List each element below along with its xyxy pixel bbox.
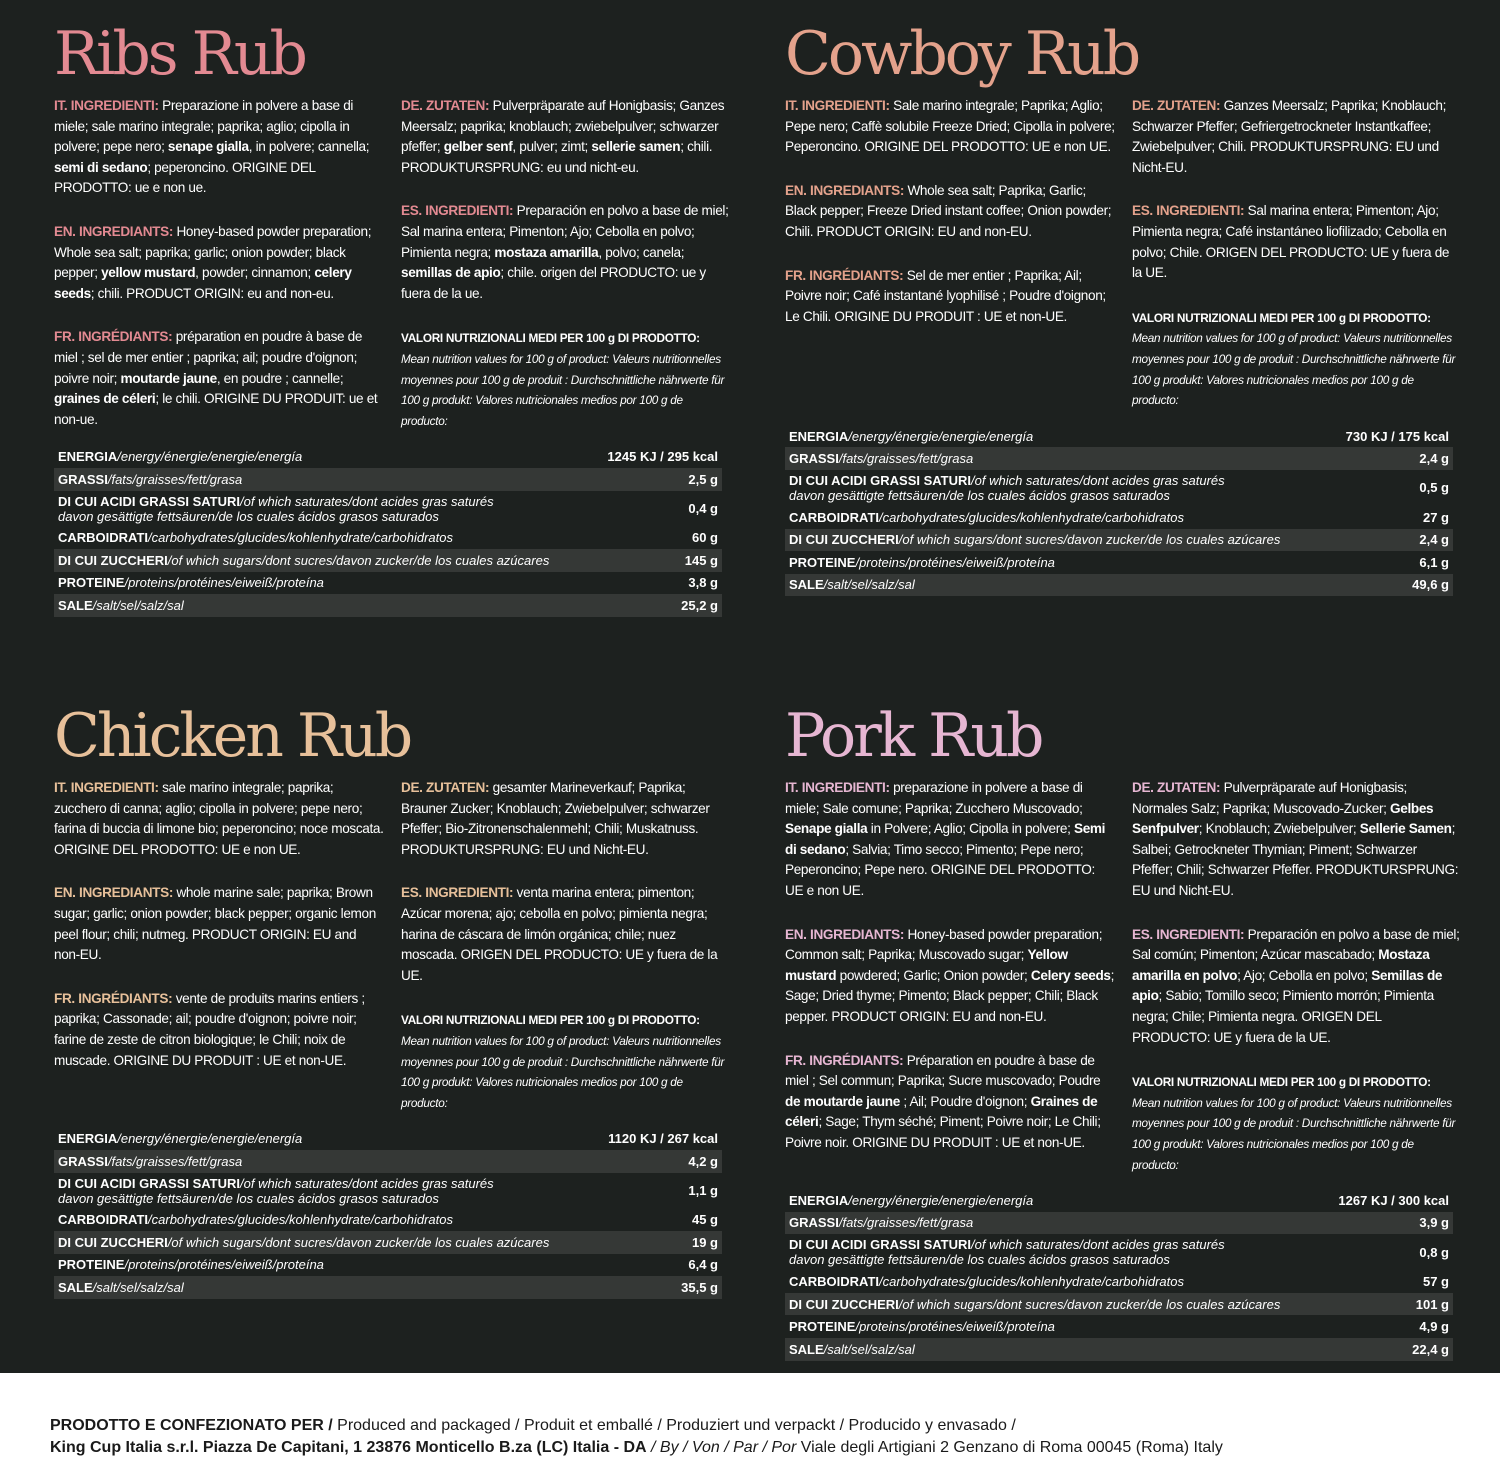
ingredients-text: sale marino integrale; paprika; zucchero di canna; aglio; cipolla in polvere; pepe nero; farina di buccia di limone bio; peperoncino; noce moscata. ORIGINE DEL PRODOTTO: UE e non UE. xyxy=(54,780,384,857)
nutrient-name-it: PROTEINE xyxy=(789,554,856,570)
nutrient-name-translations: /of which sugars/dont sucres/davon zucker/de los cuales azúcares xyxy=(898,1296,1281,1312)
allergen-text: Senape gialla xyxy=(785,821,868,837)
nutrition-row xyxy=(785,551,1453,574)
ingredients-columns xyxy=(54,778,729,1113)
allergen-text: gelber senf xyxy=(443,139,513,155)
nutrition-row xyxy=(54,1150,722,1173)
nutrient-name-it: CARBOIDRATI xyxy=(789,509,880,525)
rub-title: Cowboy Rub xyxy=(785,19,1139,89)
nutrient-name-it: GRASSI xyxy=(789,451,839,467)
nutrient-name-translations: /proteins/protéines/eiweiß/proteína xyxy=(855,1319,1055,1335)
nutrient-name xyxy=(54,1127,594,1150)
nutrient-name-translations: /salt/sel/salz/sal xyxy=(823,577,915,593)
ingredients-en xyxy=(54,222,384,304)
chicken-rub-panel xyxy=(54,696,729,1299)
nutrition-row xyxy=(785,506,1453,529)
nutrient-name xyxy=(785,529,1331,552)
ingredients-label: DE. ZUTATEN: xyxy=(1132,780,1221,795)
spacer xyxy=(54,199,384,222)
nutrient-name xyxy=(785,574,1331,597)
nutrient-value: 6,4 g xyxy=(688,1257,718,1273)
ingredients-es xyxy=(401,201,729,304)
nutrient-name-translations: /salt/sel/salz/sal xyxy=(92,598,184,614)
spacer xyxy=(54,304,384,327)
nutrient-name-translations: /salt/sel/salz/sal xyxy=(823,1341,915,1357)
nutrition-heading xyxy=(401,1010,729,1113)
nutrient-name xyxy=(785,1315,1325,1338)
allergen-text: graines de céleri xyxy=(54,391,156,407)
ingredients-columns xyxy=(785,778,1460,1175)
ingredients-text: Sel de mer entier ; Paprika; Ail; Poivre noir; Café instantané lyophilisé ; Poudre d'oignon; Le Chili. ORIGINE DU PRODUIT : UE et non-UE. xyxy=(785,267,1106,324)
spacer xyxy=(401,178,729,201)
ingredients-label: ES. INGREDIENTI: xyxy=(401,885,514,901)
allergen-text: Celery seeds xyxy=(1030,967,1111,983)
right-column xyxy=(401,96,729,431)
nutrient-name xyxy=(54,572,594,595)
nutrient-name-it: SALE xyxy=(58,1280,93,1296)
ingredients-text: ; chili. PRODUCT ORIGIN: eu and non-eu. xyxy=(90,285,334,301)
ingredients-text: ; Sabio; Tomillo seco; Pimiento morrón; Pimienta negra; Chile; Pimienta negra. ORIGEN DEL PRODUCTO: UE y fuera de la UE. xyxy=(1132,988,1434,1045)
nutrient-value: 57 g xyxy=(1422,1274,1449,1290)
spacer xyxy=(1132,284,1460,307)
nutrient-name-translations: /of which sugars/dont sucres/davon zucker/de los cuales azúcares xyxy=(167,1234,550,1250)
nutrient-value: 2,4 g xyxy=(1331,447,1453,470)
nutrition-row xyxy=(54,491,722,527)
nutrient-name xyxy=(54,1254,594,1277)
nutrient-value: 0,5 g xyxy=(1419,480,1449,496)
nutrition-heading-italic: Mean nutrition values for 100 g of product: Valeurs nutritionnelles moyennes pour 100 g de produit : Durchschnittliche nährwerte für 100 g produkt: Valores nutricionales medios por 100 g de producto: xyxy=(401,351,725,428)
nutrient-name-translations: /fats/graisses/fett/grasa xyxy=(107,1153,243,1169)
nutrient-value: 4,2 g xyxy=(594,1150,722,1173)
nutrient-value: 6,1 g xyxy=(1419,554,1449,570)
nutrient-value: 0,4 g xyxy=(688,501,718,516)
nutrient-name-sub: davon gesättigte fettsäuren/de los cuales ácidos grasos saturados xyxy=(789,1252,1170,1268)
right-column xyxy=(1132,96,1460,411)
nutrient-name xyxy=(785,1270,1325,1293)
footer-line-1: PRODOTTO E CONFEZIONATO PER / Produced and packaged / Produit et emballé / Produziert und verpackt / Producido y envasado / xyxy=(50,1417,1016,1434)
ingredients-label: DE. ZUTATEN: xyxy=(401,780,490,795)
ingredients-fr xyxy=(785,266,1115,328)
ingredients-de xyxy=(401,96,729,178)
nutrient-name xyxy=(54,1150,594,1173)
nutrition-table xyxy=(785,425,1453,597)
spacer xyxy=(785,243,1115,266)
nutrient-name xyxy=(785,447,1331,470)
nutrient-name-it: DI CUI ACIDI GRASSI SATURI xyxy=(58,1175,241,1191)
nutrient-value: 60 g xyxy=(691,530,718,546)
nutrient-name-it: DI CUI ZUCCHERI xyxy=(789,1296,899,1312)
nutrient-name-it: CARBOIDRATI xyxy=(789,1274,880,1290)
footer-line-2: King Cup Italia s.r.l. Piazza De Capitani, 1 23876 Monticello B.za (LC) Italia - DA / By / Von / Par / Por Viale degli Artigiani 2 Genzano di Roma 00045 (Roma) Italy xyxy=(50,1439,1223,1456)
nutrition-row xyxy=(54,572,722,595)
ingredients-label: FR. INGRÉDIANTS: xyxy=(785,1052,904,1068)
nutrient-value: 1120 KJ / 267 kcal xyxy=(608,1131,718,1147)
nutrition-row xyxy=(785,529,1453,552)
ingredients-text: Whole sea salt; Paprika; Garlic; Black pepper; Freeze Dried instant coffee; Onion powder; Chili. PRODUCT ORIGIN: EU and non-EU. xyxy=(785,182,1112,239)
nutrient-name xyxy=(54,1231,594,1254)
nutrition-heading-italic: Mean nutrition values for 100 g of product: Valeurs nutritionnelles moyennes pour 100 g de produit : Durchschnittliche nährwerte für 100 g produkt: Valores nutricionales medios por 100 g de producto: xyxy=(1132,1095,1456,1172)
nutrient-value: 1,1 g xyxy=(688,1183,718,1198)
nutrient-value: 19 g xyxy=(594,1231,722,1254)
nutrition-row xyxy=(785,1212,1453,1235)
ingredients-it xyxy=(54,778,384,860)
nutrient-name-it: ENERGIA xyxy=(789,428,849,444)
ingredients-fr xyxy=(785,1051,1115,1154)
nutrition-row xyxy=(54,1173,722,1209)
allergen-text: Semi di sedano xyxy=(785,821,1106,857)
nutrient-name xyxy=(54,527,594,550)
nutrition-row xyxy=(54,1231,722,1254)
ingredients-text: ; Salvia; Timo secco; Pimento; Pepe nero; Peperoncino; Pepe nero. ORIGINE DEL PRODOTTO: UE e non UE. xyxy=(785,841,1095,898)
nutrition-heading-bold: VALORI NUTRIZIONALI MEDI PER 100 g DI PRODOTTO: xyxy=(401,331,700,346)
rub-title: Pork Rub xyxy=(785,701,1042,771)
ingredients-de xyxy=(1132,778,1460,902)
nutrition-heading xyxy=(1132,308,1460,411)
nutrient-name-translations: /fats/graisses/fett/grasa xyxy=(107,471,243,487)
nutrient-name-translations: /energy/énergie/energie/energía xyxy=(117,449,303,465)
nutrient-name-translations: /of which saturates/dont acides gras saturés xyxy=(971,1237,1225,1253)
ingredients-text: Preparación en polvo a base de miel; Sal común; Pimenton; Azúcar mascabado; xyxy=(1132,926,1460,963)
nutrient-value: 27 g xyxy=(1422,509,1449,525)
nutrition-row xyxy=(54,445,722,468)
nutrient-name xyxy=(54,468,594,491)
nutrient-name-translations: /carbohydrates/glucides/kohlenhydrate/carbohidratos xyxy=(879,1274,1184,1290)
ingredients-text: Preparación en polvo a base de miel; Sal marina entera; Pimenton; Ajo; Cebolla en polvo; Pimienta negra; xyxy=(401,203,729,260)
nutrient-name xyxy=(785,425,1331,448)
nutrient-name-it: DI CUI ZUCCHERI xyxy=(789,532,899,548)
nutrient-value: 3,9 g xyxy=(1325,1212,1453,1235)
ingredients-text: ; Ajo; Cebolla en polvo; xyxy=(1237,967,1372,983)
nutrition-table xyxy=(785,1189,1453,1361)
allergen-text: Yellow mustard xyxy=(785,947,1068,983)
nutrient-name-sub: davon gesättigte fettsäuren/de los cuales ácidos grasos saturados xyxy=(58,508,439,524)
nutrient-name xyxy=(54,445,594,468)
nutrient-name-it: DI CUI ZUCCHERI xyxy=(58,1234,168,1250)
nutrition-heading xyxy=(401,328,729,431)
ingredients-label: IT. INGREDIENTI: xyxy=(54,98,159,113)
ingredients-text: ; Salbei; Getrockneter Thymian; Piment; Schwarzer Pfeffer; Chili; Schwarzer Pfeffer. PRODUKTURSPRUNG: EU und Nicht-EU. xyxy=(1132,821,1459,898)
ingredients-label: DE. ZUTATEN: xyxy=(1132,98,1221,113)
ingredients-label: EN. INGREDIANTS: xyxy=(785,182,905,198)
nutrient-value: 35,5 g xyxy=(594,1276,722,1299)
ingredients-text: , pulver; zimt; xyxy=(512,139,592,155)
ingredients-label: FR. INGRÉDIANTS: xyxy=(785,267,904,283)
nutrient-name-translations: /carbohydrates/glucides/kohlenhydrate/carbohidratos xyxy=(148,1212,453,1228)
ingredients-text: preparazione in polvere a base di miele; Sale comune; Paprika; Zucchero Muscovado; xyxy=(785,780,1083,816)
nutrient-name-it: ENERGIA xyxy=(789,1192,849,1208)
ingredients-it xyxy=(54,96,384,199)
nutrition-row xyxy=(54,594,722,617)
ingredients-text: , in polvere; cannella; xyxy=(248,139,370,155)
left-column xyxy=(54,96,384,431)
allergen-text: semi di sedano xyxy=(54,159,148,175)
nutrient-value: 49,6 g xyxy=(1331,574,1453,597)
nutrition-heading-italic: Mean nutrition values for 100 g of product: Valeurs nutritionnelles moyennes pour 100 g de produit : Durchschnittliche nährwerte für 100 g produkt: Valores nutricionales medios por 100 g de producto: xyxy=(401,1033,725,1110)
nutrient-name-translations: /of which saturates/dont acides gras saturés xyxy=(240,1175,494,1191)
nutrient-value: 2,5 g xyxy=(594,468,722,491)
ingredients-text: , en poudre ; cannelle; xyxy=(216,370,344,386)
nutrient-name xyxy=(54,594,594,617)
nutrition-row xyxy=(785,1338,1453,1361)
ingredients-fr xyxy=(54,327,384,430)
rub-title: Chicken Rub xyxy=(54,701,411,771)
nutrition-row xyxy=(54,1127,722,1150)
nutrient-value: 101 g xyxy=(1325,1293,1453,1316)
nutrient-name xyxy=(54,1276,594,1299)
ingredients-label: EN. INGREDIANTS: xyxy=(54,885,174,901)
nutrient-name-translations: /of which sugars/dont sucres/davon zucker/de los cuales azúcares xyxy=(167,552,550,568)
nutrition-row xyxy=(785,447,1453,470)
nutrient-name xyxy=(785,1189,1325,1212)
ingredients-label: IT. INGREDIENTI: xyxy=(785,780,890,795)
nutrient-value: 145 g xyxy=(594,549,722,572)
nutrient-name-sub: davon gesättigte fettsäuren/de los cuales ácidos grasos saturados xyxy=(789,487,1170,503)
ingredients-de xyxy=(1132,96,1460,178)
nutrient-value: 0,8 g xyxy=(1419,1244,1449,1260)
nutrition-heading xyxy=(1132,1072,1460,1175)
allergen-text: mostaza amarilla xyxy=(494,244,599,260)
nutrient-name-translations: /of which saturates/dont acides gras saturés xyxy=(240,493,494,509)
ingredients-de xyxy=(401,778,729,860)
producer-footer xyxy=(0,1373,1500,1461)
ingredients-text: ; peperoncino. ORIGINE DEL PRODOTTO: ue e non ue. xyxy=(54,159,316,196)
nutrient-name-translations: /energy/énergie/energie/energía xyxy=(117,1131,303,1147)
nutrient-value: 1245 KJ / 295 kcal xyxy=(607,449,718,465)
nutrient-value: 3,8 g xyxy=(688,575,718,591)
ingredients-label: EN. INGREDIANTS: xyxy=(785,926,905,942)
nutrient-name xyxy=(785,506,1331,529)
ingredients-label: IT. INGREDIENTI: xyxy=(54,780,159,795)
nutrient-name-it: PROTEINE xyxy=(58,1257,125,1273)
ingredients-text: ; chili. PRODUKTURSPRUNG: eu und nicht-eu. xyxy=(401,139,713,175)
nutrient-value: 1267 KJ / 300 kcal xyxy=(1338,1192,1449,1208)
allergen-text: Graines de céleri xyxy=(785,1093,1098,1130)
ingredients-es xyxy=(401,883,729,986)
nutrition-row xyxy=(54,468,722,491)
ingredients-text: Préparation en poudre à base de miel ; Sel commun; Paprika; Sucre muscovado; Poudre xyxy=(785,1052,1101,1089)
nutrient-name-it: SALE xyxy=(789,1341,824,1357)
nutrient-name xyxy=(785,1338,1325,1361)
ingredients-text: in Polvere; Aglio; Cipolla in polvere; xyxy=(867,821,1074,837)
ingredients-columns xyxy=(54,96,729,431)
nutrient-name xyxy=(785,1234,1325,1270)
nutrient-name-translations: /carbohydrates/glucides/kohlenhydrate/carbohidratos xyxy=(148,530,453,546)
ingredients-text: Honey-based powder preparation; Common salt; Paprika; Muscovado sugar; xyxy=(785,926,1103,963)
nutrition-row xyxy=(54,1209,722,1232)
nutrient-value: 45 g xyxy=(691,1212,718,1228)
nutrition-row xyxy=(785,470,1453,506)
spacer xyxy=(54,966,384,989)
spacer xyxy=(785,158,1115,181)
nutrient-name-translations: /carbohydrates/glucides/kohlenhydrate/carbohidratos xyxy=(879,509,1184,525)
nutrition-row xyxy=(785,1234,1453,1270)
ingredients-text: ; Ail; Poudre d'oignon; xyxy=(899,1093,1031,1109)
nutrition-heading-bold: VALORI NUTRIZIONALI MEDI PER 100 g DI PRODOTTO: xyxy=(1132,310,1431,325)
nutrition-heading-italic: Mean nutrition values for 100 g of product: Valeurs nutritionnelles moyennes pour 100 g de produit : Durchschnittliche nährwerte für 100 g produkt: Valores nutricionales medios por 100 g de producto: xyxy=(1132,331,1456,408)
nutrient-name-it: PROTEINE xyxy=(789,1319,856,1335)
nutrient-name xyxy=(54,1209,594,1232)
ingredients-text: Preparazione in polvere a base di miele; sale marino integrale; paprika; aglio; cipolla in polvere; pepe nero; xyxy=(54,98,354,155)
ingredients-text: powdered; Garlic; Onion powder; xyxy=(836,967,1031,983)
nutrient-name-sub: davon gesättigte fettsäuren/de los cuales ácidos grasos saturados xyxy=(58,1190,439,1206)
nutrient-name-it: DI CUI ACIDI GRASSI SATURI xyxy=(58,493,241,509)
ingredients-text: Sale marino integrale; Paprika; Aglio; Pepe nero; Caffè solubile Freeze Dried; Cipolla in polvere; Peperoncino. ORIGINE DEL PRODOTTO: UE e non UE. xyxy=(785,98,1115,155)
spacer xyxy=(1132,902,1460,925)
nutrition-table xyxy=(54,1127,722,1299)
nutrient-value: 25,2 g xyxy=(594,594,722,617)
ingredients-text: gesamter Marineverkauf; Paprika; Brauner Zucker; Knoblauch; Zwiebelpulver; schwarzer Pfeffer; Bio-Zitronenschalenmehl; Chili; Muskatnuss. PRODUKTURSPRUNG: EU und Nicht-EU. xyxy=(401,780,710,857)
ingredients-label: FR. INGRÉDIANTS: xyxy=(54,990,173,1006)
ingredients-text: Pulverpräparate auf Honigbasis; Ganzes Meersalz; paprika; knoblauch; zwiebelpulver; schwarzer pfeffer; xyxy=(401,98,725,155)
allergen-text: celery seeds xyxy=(54,265,352,301)
nutrient-name-it: DI CUI ACIDI GRASSI SATURI xyxy=(789,1237,972,1253)
ingredients-text: , powder; cinnamon; xyxy=(195,265,315,281)
spacer xyxy=(401,304,729,327)
nutrient-name xyxy=(785,470,1331,506)
nutrient-name-translations: /fats/graisses/fett/grasa xyxy=(838,1215,974,1231)
allergen-text: Sellerie Samen xyxy=(1359,821,1452,837)
ingredients-text: venta marina entera; pimenton; Azúcar morena; ajo; cebolla en polvo; pimienta negra; harina de cáscara de limón orgánica; chile; nuez moscada. ORIGEN DEL PRODUCTO: UE y fuera de la UE. xyxy=(401,885,718,983)
ingredients-label: DE. ZUTATEN: xyxy=(401,98,490,113)
spacer xyxy=(1132,178,1460,201)
nutrient-name-it: CARBOIDRATI xyxy=(58,530,149,546)
nutrient-name xyxy=(785,1212,1325,1235)
nutrient-name-it: GRASSI xyxy=(58,471,108,487)
spacer xyxy=(401,860,729,883)
ingredients-it xyxy=(785,778,1115,902)
nutrient-name-it: SALE xyxy=(789,577,824,593)
nutrient-name-translations: /of which sugars/dont sucres/davon zucker/de los cuales azúcares xyxy=(898,532,1281,548)
allergen-text: semillas de apio xyxy=(401,265,501,281)
nutrient-name-it: GRASSI xyxy=(789,1215,839,1231)
nutrient-value: 730 KJ / 175 kcal xyxy=(1345,428,1449,444)
ingredients-en xyxy=(785,181,1115,243)
nutrient-name-translations: /energy/énergie/energie/energía xyxy=(848,428,1034,444)
nutrient-name-it: ENERGIA xyxy=(58,449,118,465)
nutrition-row xyxy=(785,574,1453,597)
ingredients-en xyxy=(785,925,1115,1028)
nutrition-row xyxy=(54,549,722,572)
ingredients-text: préparation en poudre à base de miel ; sel de mer entier ; paprika; ail; poudre d'oignon; poivre noir; xyxy=(54,329,363,386)
nutrition-row xyxy=(785,425,1453,448)
nutrient-name-translations: /proteins/protéines/eiweiß/proteína xyxy=(855,554,1055,570)
ingredients-label: ES. INGREDIENTI: xyxy=(1132,926,1245,942)
nutrient-name xyxy=(54,549,594,572)
ingredients-label: ES. INGREDIENTI: xyxy=(401,203,514,219)
nutrient-name xyxy=(54,491,594,527)
ingredients-text: vente de produits marins entiers ; paprika; Cassonade; ail; poudre d'oignon; poivre noir; farine de zeste de citron biologique; le Chili; noix de muscade. ORIGINE DU PRODUIT : UE et non-UE. xyxy=(54,990,365,1068)
ingredients-text: ; Sage; Dried thyme; Pimento; Black pepper; Chili; Black pepper. PRODUCT ORIGIN: EU and non-EU. xyxy=(785,967,1115,1024)
nutrient-name-translations: /of which saturates/dont acides gras saturés xyxy=(971,472,1225,488)
allergen-text: Gelbes Senfpulver xyxy=(1132,800,1434,837)
left-column xyxy=(54,778,384,1113)
nutrient-value: 2,4 g xyxy=(1331,529,1453,552)
nutrition-row xyxy=(785,1315,1453,1338)
nutrient-name-it: CARBOIDRATI xyxy=(58,1212,149,1228)
pork-rub-panel xyxy=(785,696,1460,1361)
nutrient-name xyxy=(54,1173,594,1209)
nutrition-table xyxy=(54,445,722,617)
allergen-text: moutarde jaune xyxy=(120,370,217,386)
nutrient-name-translations: /salt/sel/salz/sal xyxy=(92,1280,184,1296)
nutrition-heading-bold: VALORI NUTRIZIONALI MEDI PER 100 g DI PRODOTTO: xyxy=(401,1013,700,1028)
nutrition-heading-bold: VALORI NUTRIZIONALI MEDI PER 100 g DI PRODOTTO: xyxy=(1132,1075,1431,1090)
ingredients-label: EN. INGREDIANTS: xyxy=(54,223,174,239)
nutrient-name-it: DI CUI ACIDI GRASSI SATURI xyxy=(789,472,972,488)
spacer xyxy=(401,986,729,1009)
spacer xyxy=(785,1028,1115,1051)
nutrition-row xyxy=(785,1293,1453,1316)
nutrient-name-translations: /fats/graisses/fett/grasa xyxy=(838,451,974,467)
allergen-text: Semillas de apio xyxy=(1132,967,1443,1004)
ingredients-text: Sal marina entera; Pimenton; Ajo; Pimienta negra; Café instantáneo liofilizado; Cebolla en polvo; Chile. ORIGEN DEL PRODUCTO: UE y fuera de la UE. xyxy=(1132,203,1450,281)
ribs-rub-panel xyxy=(54,14,729,617)
ingredients-en xyxy=(54,883,384,965)
ingredients-it xyxy=(785,96,1115,158)
ingredients-label: IT. INGREDIENTI: xyxy=(785,98,890,113)
nutrient-name xyxy=(785,1293,1325,1316)
allergen-text: senape gialla xyxy=(167,139,249,155)
nutrient-name-translations: /energy/énergie/energie/energía xyxy=(848,1192,1034,1208)
nutrient-name-it: SALE xyxy=(58,598,93,614)
right-column xyxy=(1132,778,1460,1175)
ingredients-text: Honey-based powder preparation; Whole sea salt; paprika; garlic; onion powder; black pepper; xyxy=(54,223,372,281)
nutrition-row xyxy=(54,527,722,550)
nutrition-row xyxy=(54,1254,722,1277)
spacer xyxy=(1132,1048,1460,1071)
ingredients-text: Ganzes Meersalz; Paprika; Knoblauch; Schwarzer Pfeffer; Gefriergetrockneter Instantkaffee; Zwiebelpulver; Chili. PRODUKTURSPRUNG: EU und Nicht-EU. xyxy=(1132,98,1447,175)
allergen-text: Mostaza amarilla en polvo xyxy=(1132,947,1430,983)
nutrient-name-translations: /proteins/protéines/eiweiß/proteína xyxy=(124,575,324,591)
ingredients-es xyxy=(1132,201,1460,283)
spacer xyxy=(54,860,384,883)
nutrient-name-it: DI CUI ZUCCHERI xyxy=(58,552,168,568)
ingredients-text: ; le chili. ORIGINE DU PRODUIT: ue et non-ue. xyxy=(54,391,378,427)
ingredients-columns xyxy=(785,96,1460,411)
nutrient-name-it: PROTEINE xyxy=(58,575,125,591)
allergen-text: de moutarde jaune xyxy=(785,1093,900,1109)
ingredients-text: , polvo; canela; xyxy=(598,244,685,260)
ingredients-fr xyxy=(54,989,384,1071)
nutrient-value: 22,4 g xyxy=(1325,1338,1453,1361)
nutrient-name xyxy=(785,551,1331,574)
ingredients-text: ; Sage; Thym séché; Piment; Poivre noir; Le Chili; Poivre noir. ORIGINE DU PRODUIT : UE et non-UE. xyxy=(785,1114,1101,1150)
ingredients-text: ; Knoblauch; Zwiebelpulver; xyxy=(1198,821,1360,837)
left-column xyxy=(785,96,1115,411)
right-column xyxy=(401,778,729,1113)
ingredients-text: ; chile. origen del PRODUCTO: ue y fuera de la ue. xyxy=(401,265,706,301)
nutrition-row xyxy=(54,1276,722,1299)
nutrient-name-it: ENERGIA xyxy=(58,1131,118,1147)
rub-title: Ribs Rub xyxy=(54,19,305,89)
allergen-text: yellow mustard xyxy=(101,265,196,281)
ingredients-text: whole marine sale; paprika; Brown sugar; garlic; onion powder; black pepper; organic lemon peel flour; chili; nutmeg. PRODUCT ORIGIN: EU and non-EU. xyxy=(54,885,376,963)
allergen-text: sellerie samen xyxy=(591,139,681,155)
ingredients-text: Pulverpräparate auf Honigbasis; Normales Salz; Paprika; Muscovado-Zucker; xyxy=(1132,780,1407,816)
ingredients-label: ES. INGREDIENTI: xyxy=(1132,203,1245,219)
nutrient-value: 4,9 g xyxy=(1419,1319,1449,1335)
cowboy-rub-panel xyxy=(785,14,1460,596)
left-column xyxy=(785,778,1115,1175)
nutrition-row xyxy=(785,1189,1453,1212)
ingredients-label: FR. INGRÉDIANTS: xyxy=(54,329,173,345)
nutrient-name-translations: /proteins/protéines/eiweiß/proteína xyxy=(124,1257,324,1273)
ingredients-es xyxy=(1132,925,1460,1049)
nutrition-row xyxy=(785,1270,1453,1293)
nutrient-name-it: GRASSI xyxy=(58,1153,108,1169)
spacer xyxy=(785,902,1115,925)
